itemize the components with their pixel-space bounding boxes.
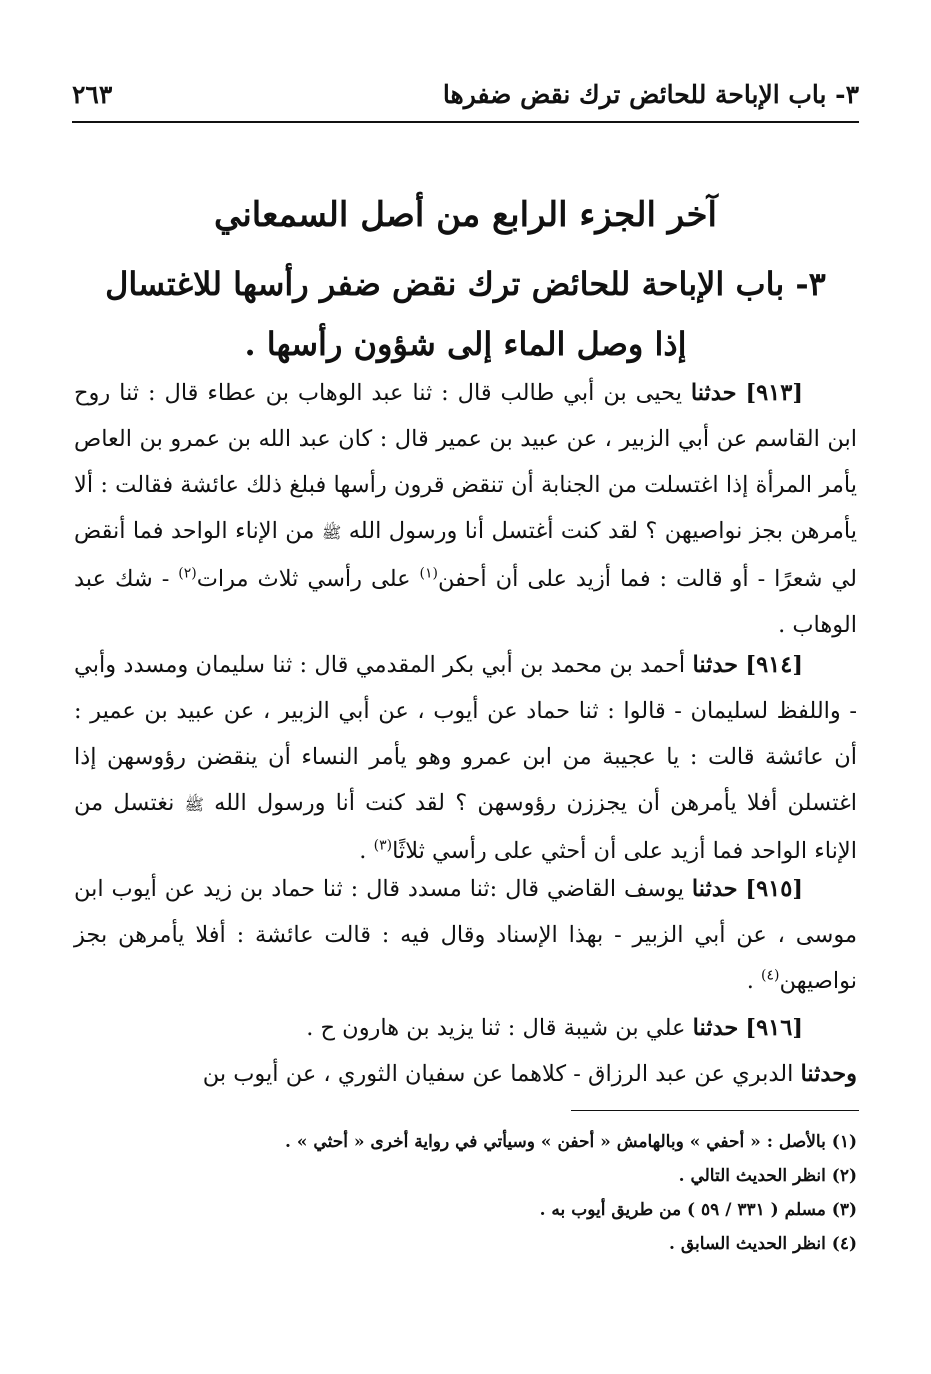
hadith-number: [٩١٣] bbox=[745, 380, 804, 406]
header-rule bbox=[72, 121, 859, 123]
haddathana-word: حدثنا bbox=[692, 652, 739, 678]
footnote-marker: (١) bbox=[419, 565, 439, 582]
hadith-916-continuation bbox=[74, 1051, 857, 1097]
salla-symbol: ﷺ bbox=[321, 523, 342, 542]
hadith-text: نغتسل من الإناء الواحد فما أزيد على أن أحثي على رأسي ثلاثًا bbox=[74, 790, 857, 864]
hadith-number: [٩١٤] bbox=[745, 652, 803, 678]
haddathana-word: حدثنا bbox=[691, 876, 738, 902]
hadith-913 bbox=[74, 370, 857, 648]
footnote-marker: (٤) bbox=[761, 967, 780, 984]
footnote-marker: (٣) bbox=[373, 837, 393, 854]
salla-symbol: ﷺ bbox=[184, 795, 204, 814]
hadith-text: . bbox=[746, 968, 754, 994]
hadith-text: الدبري عن عبد الرزاق - كلاهما عن سفيان الثوري ، عن أيوب بن bbox=[202, 1061, 794, 1087]
footnote-2: (٢) انظر الحديث التالي . bbox=[678, 1166, 857, 1186]
hadith-text: علي بن شيبة قال : ثنا يزيد بن هارون ح . bbox=[306, 1015, 686, 1041]
juz-end-heading: آخر الجزء الرابع من أصل السمعاني bbox=[214, 195, 717, 235]
hadith-text: - شك عبد الوهاب . bbox=[74, 566, 857, 638]
footnote-1: (١) بالأصل : « أحفي » وبالهامش « أحفن » وسيأتي في رواية أخرى « أحثي » . bbox=[285, 1132, 857, 1152]
page-number: ٢٦٣ bbox=[72, 80, 113, 109]
hadith-text: أحمد بن محمد بن أبي بكر المقدمي قال : ثنا سليمان ومسدد وأبي - واللفظ لسليمان - قالوا : ثنا حماد عن أيوب ، عن أبي الزبير ، عن عبيد بن عمير : أن عائشة قالت : يا عجيبة من ابن عمرو وهو يأمر النساء أن ينقضن رؤوسهن إذا اغتسلن أفلا يأمرهن أن يجززن رؤوسهن ؟ لقد كنت أنا ورسول الله bbox=[74, 652, 858, 816]
hadith-number: [٩١٥] bbox=[745, 876, 803, 902]
haddathana-word: حدثنا bbox=[690, 380, 737, 406]
hadith-number: [٩١٦] bbox=[745, 1015, 803, 1041]
chapter-title: ٣- باب الإباحة للحائض ترك نقض ضفرها bbox=[442, 80, 859, 109]
running-header bbox=[72, 80, 859, 114]
chapter-heading-line1: ٣- باب الإباحة للحائض ترك نقض ضفر رأسها للاغتسال bbox=[105, 265, 826, 303]
hadith-text: على رأسي ثلاث مرات bbox=[196, 566, 411, 592]
hadith-914 bbox=[74, 642, 857, 874]
hadith-915 bbox=[74, 866, 857, 1004]
hadith-text: . bbox=[359, 838, 367, 864]
haddathana-word: وحدثنا bbox=[800, 1061, 857, 1087]
hadith-text: يحيى بن أبي طالب قال : ثنا عبد الوهاب بن عطاء قال : ثنا روح ابن القاسم عن أبي الزبير ، عن عبيد بن عمير قال : كان عبد الله بن عمرو بن العاص يأمر المرأة إذا اغتسلت من الجنابة أن تنقض قرون رأسها فبلغ ذلك عائشة فقالت : ألا يأمرهن بجز نواصيهن ؟ لقد كنت أغتسل أنا ورسول الله bbox=[74, 380, 857, 544]
footnote-4: (٤) انظر الحديث السابق . bbox=[669, 1234, 857, 1254]
footnote-marker: (٢) bbox=[178, 565, 197, 582]
footnote-3: (٣) مسلم ( ٣٣١ / ٥٩ ) من طريق أيوب به . bbox=[539, 1200, 857, 1220]
haddathana-word: حدثنا bbox=[692, 1015, 739, 1041]
hadith-text: من الإناء الواحد فما أنقض لي شعرًا - أو قالت : فما أزيد على أن أحفن bbox=[74, 518, 858, 592]
hadith-text: يوسف القاضي قال :ثنا مسدد قال : ثنا حماد بن زيد عن أيوب ابن موسى ، عن أبي الزبير - بهذا الإسناد وقال فيه : قالت عائشة : أفلا يأمرهن بجز نواصيهن bbox=[74, 876, 857, 994]
footnotes bbox=[74, 1125, 857, 1261]
footnote-rule bbox=[571, 1110, 859, 1111]
hadith-916 bbox=[74, 1005, 857, 1051]
chapter-heading-line2: إذا وصل الماء إلى شؤون رأسها . bbox=[244, 325, 687, 363]
